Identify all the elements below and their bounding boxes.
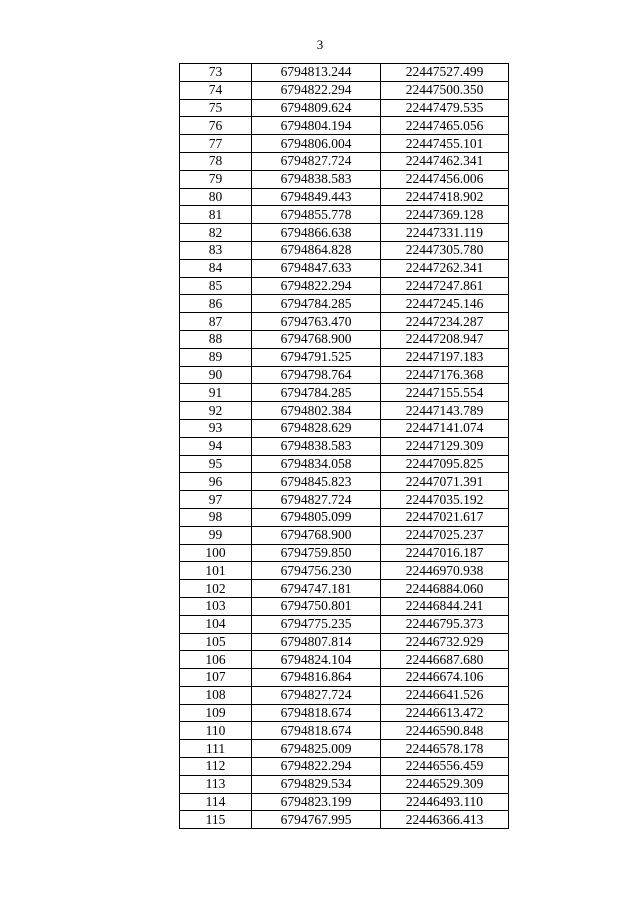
point-number-cell: 76 [180, 117, 252, 135]
x-coordinate-cell: 6794806.004 [252, 135, 381, 153]
y-coordinate-cell: 22447305.780 [381, 241, 509, 259]
y-coordinate-cell: 22446529.309 [381, 775, 509, 793]
x-coordinate-cell: 6794807.814 [252, 633, 381, 651]
y-coordinate-cell: 22446687.680 [381, 651, 509, 669]
y-coordinate-cell: 22447016.187 [381, 544, 509, 562]
table-row [180, 508, 509, 526]
table-row [180, 366, 509, 384]
y-coordinate-cell: 22447025.237 [381, 526, 509, 544]
point-number-cell: 77 [180, 135, 252, 153]
x-coordinate-cell: 6794809.624 [252, 99, 381, 117]
y-coordinate-cell: 22447247.861 [381, 277, 509, 295]
y-coordinate-cell: 22447262.341 [381, 259, 509, 277]
point-number-cell: 90 [180, 366, 252, 384]
point-number-cell: 109 [180, 704, 252, 722]
y-coordinate-cell: 22446556.459 [381, 758, 509, 776]
table-row [180, 793, 509, 811]
point-number-cell: 99 [180, 526, 252, 544]
table-row [180, 152, 509, 170]
table-row [180, 597, 509, 615]
x-coordinate-cell: 6794759.850 [252, 544, 381, 562]
x-coordinate-cell: 6794847.633 [252, 259, 381, 277]
y-coordinate-cell: 22447095.825 [381, 455, 509, 473]
y-coordinate-cell: 22446884.060 [381, 580, 509, 598]
y-coordinate-cell: 22447500.350 [381, 81, 509, 99]
point-number-cell: 108 [180, 686, 252, 704]
x-coordinate-cell: 6794804.194 [252, 117, 381, 135]
x-coordinate-cell: 6794750.801 [252, 597, 381, 615]
x-coordinate-cell: 6794827.724 [252, 491, 381, 509]
y-coordinate-cell: 22447456.006 [381, 170, 509, 188]
y-coordinate-cell: 22447462.341 [381, 152, 509, 170]
x-coordinate-cell: 6794825.009 [252, 740, 381, 758]
x-coordinate-cell: 6794768.900 [252, 526, 381, 544]
table-row [180, 170, 509, 188]
point-number-cell: 106 [180, 651, 252, 669]
x-coordinate-cell: 6794768.900 [252, 330, 381, 348]
y-coordinate-cell: 22446493.110 [381, 793, 509, 811]
point-number-cell: 111 [180, 740, 252, 758]
point-number-cell: 114 [180, 793, 252, 811]
table-row [180, 615, 509, 633]
point-number-cell: 84 [180, 259, 252, 277]
table-row [180, 633, 509, 651]
y-coordinate-cell: 22447143.789 [381, 402, 509, 420]
table-row [180, 580, 509, 598]
point-number-cell: 78 [180, 152, 252, 170]
table-row [180, 491, 509, 509]
y-coordinate-cell: 22447234.287 [381, 313, 509, 331]
x-coordinate-cell: 6794866.638 [252, 224, 381, 242]
x-coordinate-cell: 6794824.104 [252, 651, 381, 669]
table-row [180, 758, 509, 776]
point-number-cell: 92 [180, 402, 252, 420]
point-number-cell: 87 [180, 313, 252, 331]
table-row [180, 722, 509, 740]
y-coordinate-cell: 22446590.848 [381, 722, 509, 740]
x-coordinate-cell: 6794838.583 [252, 437, 381, 455]
point-number-cell: 107 [180, 669, 252, 687]
y-coordinate-cell: 22446641.526 [381, 686, 509, 704]
x-coordinate-cell: 6794822.294 [252, 758, 381, 776]
point-number-cell: 103 [180, 597, 252, 615]
x-coordinate-cell: 6794756.230 [252, 562, 381, 580]
x-coordinate-cell: 6794763.470 [252, 313, 381, 331]
table-row [180, 384, 509, 402]
table-row [180, 117, 509, 135]
point-number-cell: 95 [180, 455, 252, 473]
x-coordinate-cell: 6794845.823 [252, 473, 381, 491]
y-coordinate-cell: 22446970.938 [381, 562, 509, 580]
coordinates-table [179, 63, 509, 829]
y-coordinate-cell: 22446674.106 [381, 669, 509, 687]
point-number-cell: 82 [180, 224, 252, 242]
point-number-cell: 88 [180, 330, 252, 348]
point-number-cell: 86 [180, 295, 252, 313]
table-row [180, 704, 509, 722]
point-number-cell: 101 [180, 562, 252, 580]
table-row [180, 64, 509, 82]
x-coordinate-cell: 6794828.629 [252, 419, 381, 437]
table-row [180, 330, 509, 348]
y-coordinate-cell: 22447208.947 [381, 330, 509, 348]
x-coordinate-cell: 6794775.235 [252, 615, 381, 633]
y-coordinate-cell: 22446366.413 [381, 811, 509, 829]
x-coordinate-cell: 6794829.534 [252, 775, 381, 793]
point-number-cell: 100 [180, 544, 252, 562]
point-number-cell: 102 [180, 580, 252, 598]
table-row [180, 651, 509, 669]
table-row [180, 544, 509, 562]
y-coordinate-cell: 22447465.056 [381, 117, 509, 135]
point-number-cell: 113 [180, 775, 252, 793]
point-number-cell: 83 [180, 241, 252, 259]
x-coordinate-cell: 6794834.058 [252, 455, 381, 473]
x-coordinate-cell: 6794784.285 [252, 384, 381, 402]
y-coordinate-cell: 22447455.101 [381, 135, 509, 153]
y-coordinate-cell: 22447245.146 [381, 295, 509, 313]
x-coordinate-cell: 6794767.995 [252, 811, 381, 829]
y-coordinate-cell: 22446732.929 [381, 633, 509, 651]
point-number-cell: 91 [180, 384, 252, 402]
point-number-cell: 93 [180, 419, 252, 437]
table-row [180, 562, 509, 580]
table-row [180, 455, 509, 473]
point-number-cell: 110 [180, 722, 252, 740]
point-number-cell: 104 [180, 615, 252, 633]
x-coordinate-cell: 6794827.724 [252, 152, 381, 170]
point-number-cell: 79 [180, 170, 252, 188]
y-coordinate-cell: 22447021.617 [381, 508, 509, 526]
y-coordinate-cell: 22447141.074 [381, 419, 509, 437]
table-row [180, 348, 509, 366]
table-row [180, 669, 509, 687]
point-number-cell: 96 [180, 473, 252, 491]
x-coordinate-cell: 6794855.778 [252, 206, 381, 224]
x-coordinate-cell: 6794798.764 [252, 366, 381, 384]
page-number: 3 [316, 37, 324, 52]
x-coordinate-cell: 6794822.294 [252, 81, 381, 99]
y-coordinate-cell: 22447197.183 [381, 348, 509, 366]
point-number-cell: 105 [180, 633, 252, 651]
point-number-cell: 94 [180, 437, 252, 455]
table-row [180, 188, 509, 206]
y-coordinate-cell: 22447071.391 [381, 473, 509, 491]
table-row [180, 313, 509, 331]
x-coordinate-cell: 6794823.199 [252, 793, 381, 811]
y-coordinate-cell: 22447418.902 [381, 188, 509, 206]
point-number-cell: 89 [180, 348, 252, 366]
y-coordinate-cell: 22447369.128 [381, 206, 509, 224]
x-coordinate-cell: 6794802.384 [252, 402, 381, 420]
table-row [180, 206, 509, 224]
x-coordinate-cell: 6794818.674 [252, 722, 381, 740]
y-coordinate-cell: 22447331.119 [381, 224, 509, 242]
x-coordinate-cell: 6794784.285 [252, 295, 381, 313]
y-coordinate-cell: 22447155.554 [381, 384, 509, 402]
point-number-cell: 75 [180, 99, 252, 117]
point-number-cell: 73 [180, 64, 252, 82]
point-number-cell: 81 [180, 206, 252, 224]
table-row [180, 241, 509, 259]
x-coordinate-cell: 6794838.583 [252, 170, 381, 188]
table-row [180, 473, 509, 491]
y-coordinate-cell: 22447527.499 [381, 64, 509, 82]
x-coordinate-cell: 6794822.294 [252, 277, 381, 295]
x-coordinate-cell: 6794864.828 [252, 241, 381, 259]
point-number-cell: 80 [180, 188, 252, 206]
y-coordinate-cell: 22447479.535 [381, 99, 509, 117]
table-row [180, 259, 509, 277]
table-row [180, 526, 509, 544]
table-row [180, 740, 509, 758]
table-row [180, 224, 509, 242]
table-row [180, 437, 509, 455]
x-coordinate-cell: 6794805.099 [252, 508, 381, 526]
point-number-cell: 97 [180, 491, 252, 509]
table-row [180, 135, 509, 153]
y-coordinate-cell: 22447129.309 [381, 437, 509, 455]
table-row [180, 402, 509, 420]
y-coordinate-cell: 22446578.178 [381, 740, 509, 758]
table-row [180, 811, 509, 829]
coordinates-table-body [180, 64, 509, 829]
table-row [180, 99, 509, 117]
x-coordinate-cell: 6794818.674 [252, 704, 381, 722]
y-coordinate-cell: 22446795.373 [381, 615, 509, 633]
point-number-cell: 85 [180, 277, 252, 295]
point-number-cell: 74 [180, 81, 252, 99]
table-row [180, 81, 509, 99]
point-number-cell: 98 [180, 508, 252, 526]
x-coordinate-cell: 6794827.724 [252, 686, 381, 704]
x-coordinate-cell: 6794813.244 [252, 64, 381, 82]
y-coordinate-cell: 22447035.192 [381, 491, 509, 509]
table-row [180, 686, 509, 704]
table-row [180, 277, 509, 295]
x-coordinate-cell: 6794849.443 [252, 188, 381, 206]
table-row [180, 295, 509, 313]
y-coordinate-cell: 22446613.472 [381, 704, 509, 722]
point-number-cell: 115 [180, 811, 252, 829]
table-row [180, 419, 509, 437]
table-row [180, 775, 509, 793]
y-coordinate-cell: 22446844.241 [381, 597, 509, 615]
y-coordinate-cell: 22447176.368 [381, 366, 509, 384]
x-coordinate-cell: 6794747.181 [252, 580, 381, 598]
x-coordinate-cell: 6794791.525 [252, 348, 381, 366]
x-coordinate-cell: 6794816.864 [252, 669, 381, 687]
point-number-cell: 112 [180, 758, 252, 776]
